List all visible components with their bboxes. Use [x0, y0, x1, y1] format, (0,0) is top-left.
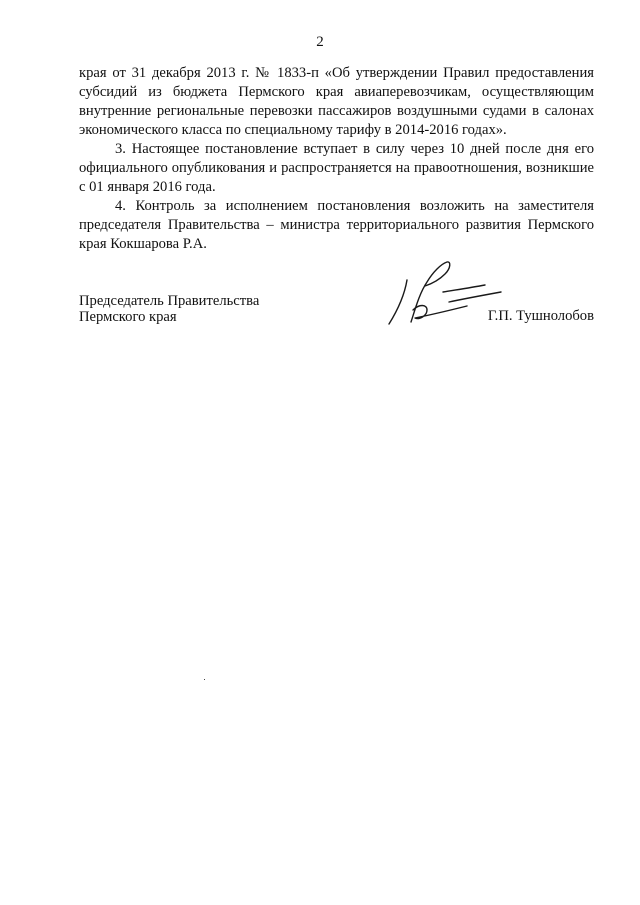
signer-name: Г.П. Тушнолобов [487, 308, 594, 324]
handwritten-signature [385, 252, 505, 330]
page-number: 2 [316, 34, 324, 50]
paragraph-effective-date: 3. Настоящее постановление вступает в силу через 10 дней после дня его официального опубликования и распространяется на правоотношения, возникшие с 01 января 2016 года. [79, 141, 594, 195]
paragraph-continuation: края от 31 декабря 2013 г. № 1833-п «Об утверждении Правил предоставления субсидий из бюджета Пермского края авиаперевозчикам, осуществляющим внутренние региональные перевозки пассажиров воздушными судами в салонах экономического класса по специальному тарифу в 2014-2016 годах». [79, 65, 594, 138]
signer-position-line1: Председатель Правительства [79, 293, 260, 309]
signer-position-line2: Пермского края [79, 309, 177, 325]
paragraph-control: 4. Контроль за исполнением постановления возложить на заместителя председателя Правительства – министра территориального развития Пермского края Кокшарова Р.А. [79, 198, 594, 252]
scan-speck [204, 679, 205, 680]
document-body [79, 64, 594, 254]
signature-block [79, 293, 594, 333]
signer-position [79, 293, 259, 325]
